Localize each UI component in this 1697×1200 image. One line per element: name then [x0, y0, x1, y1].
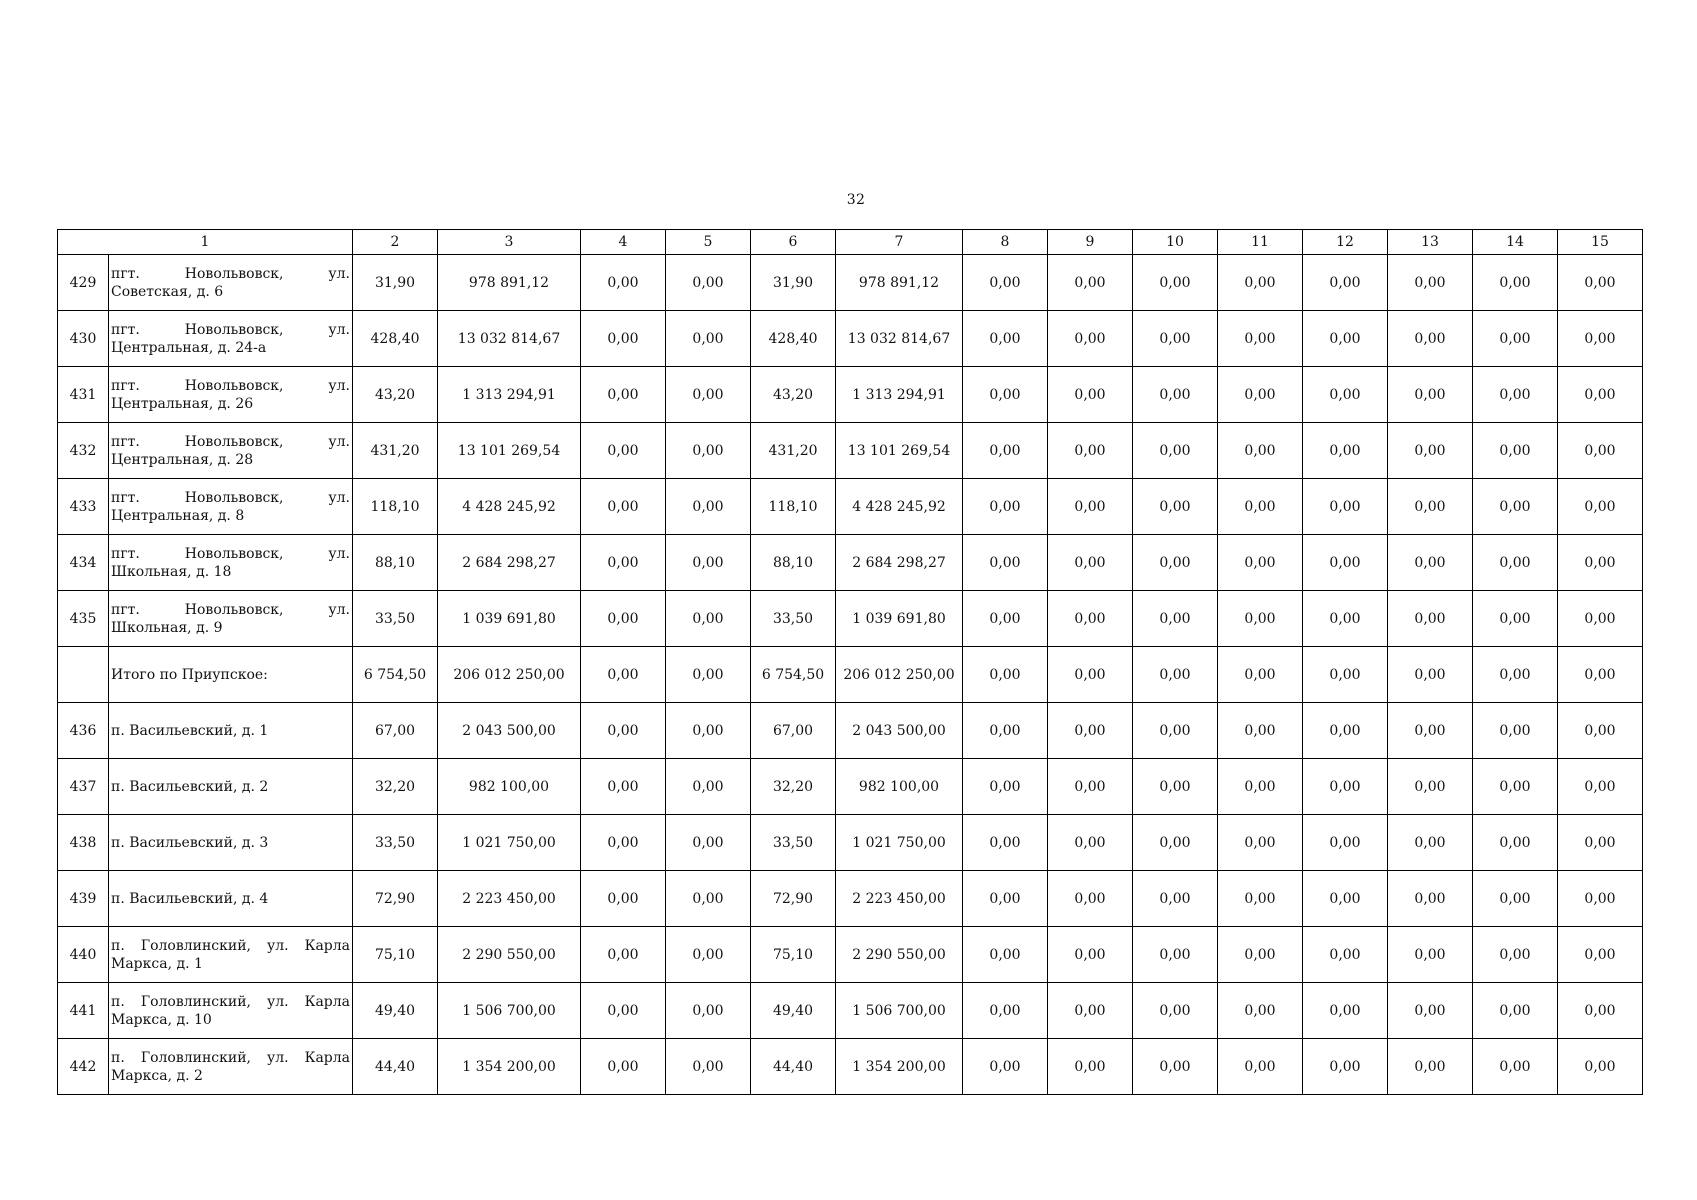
- total-label: Итого по Приупское:: [109, 647, 353, 703]
- value-cell: 0,00: [1388, 1039, 1473, 1095]
- value-cell: 4 428 245,92: [438, 479, 581, 535]
- value-cell: 0,00: [1133, 311, 1218, 367]
- column-header: 9: [1048, 230, 1133, 255]
- value-cell: 0,00: [1218, 927, 1303, 983]
- value-cell: 0,00: [963, 871, 1048, 927]
- address-cell: пгт. Новольвовск, ул. Школьная, д. 9: [109, 591, 353, 647]
- value-cell: 0,00: [581, 479, 666, 535]
- value-cell: 0,00: [1133, 647, 1218, 703]
- value-cell: 2 684 298,27: [836, 535, 963, 591]
- table-row: [58, 703, 1643, 759]
- value-cell: 0,00: [963, 255, 1048, 311]
- value-cell: 0,00: [1303, 367, 1388, 423]
- value-cell: 43,20: [751, 367, 836, 423]
- value-cell: 0,00: [1303, 815, 1388, 871]
- value-cell: 0,00: [1218, 535, 1303, 591]
- value-cell: 0,00: [1048, 871, 1133, 927]
- value-cell: 88,10: [353, 535, 438, 591]
- value-cell: 0,00: [963, 927, 1048, 983]
- value-cell: 0,00: [666, 815, 751, 871]
- value-cell: 0,00: [666, 591, 751, 647]
- value-cell: 0,00: [1303, 759, 1388, 815]
- value-cell: 0,00: [1048, 703, 1133, 759]
- value-cell: 0,00: [1558, 423, 1643, 479]
- column-header: 6: [751, 230, 836, 255]
- value-cell: 0,00: [963, 703, 1048, 759]
- row-number: 430: [58, 311, 109, 367]
- value-cell: 0,00: [1048, 255, 1133, 311]
- column-header: 1: [58, 230, 353, 255]
- register-table: [57, 229, 1643, 1095]
- value-cell: 0,00: [581, 983, 666, 1039]
- column-number-row: [58, 230, 1643, 255]
- value-cell: 0,00: [963, 759, 1048, 815]
- value-cell: 0,00: [1218, 871, 1303, 927]
- value-cell: 0,00: [1048, 367, 1133, 423]
- row-number: 433: [58, 479, 109, 535]
- value-cell: 0,00: [1303, 1039, 1388, 1095]
- value-cell: 0,00: [1473, 255, 1558, 311]
- value-cell: 0,00: [1133, 759, 1218, 815]
- value-cell: 1 021 750,00: [438, 815, 581, 871]
- value-cell: 0,00: [1473, 367, 1558, 423]
- table-row: [58, 815, 1643, 871]
- row-number: 436: [58, 703, 109, 759]
- value-cell: 0,00: [581, 703, 666, 759]
- value-cell: 0,00: [666, 983, 751, 1039]
- value-cell: 0,00: [1473, 535, 1558, 591]
- column-header: 8: [963, 230, 1048, 255]
- value-cell: 0,00: [1133, 535, 1218, 591]
- value-cell: 0,00: [1133, 815, 1218, 871]
- column-header: 15: [1558, 230, 1643, 255]
- value-cell: 0,00: [666, 255, 751, 311]
- table-row: [58, 759, 1643, 815]
- value-cell: 0,00: [1133, 479, 1218, 535]
- value-cell: 0,00: [1473, 703, 1558, 759]
- address-cell: п. Васильевский, д. 4: [109, 871, 353, 927]
- address-cell: пгт. Новольвовск, ул. Центральная, д. 28: [109, 423, 353, 479]
- value-cell: 2 223 450,00: [438, 871, 581, 927]
- value-cell: 0,00: [1303, 927, 1388, 983]
- value-cell: 0,00: [1558, 1039, 1643, 1095]
- value-cell: 0,00: [1048, 423, 1133, 479]
- table-row: [58, 535, 1643, 591]
- value-cell: 0,00: [581, 423, 666, 479]
- row-number: 439: [58, 871, 109, 927]
- value-cell: 0,00: [1388, 927, 1473, 983]
- value-cell: 0,00: [1388, 423, 1473, 479]
- value-cell: 0,00: [963, 647, 1048, 703]
- value-cell: 0,00: [666, 479, 751, 535]
- column-header: 4: [581, 230, 666, 255]
- value-cell: 0,00: [581, 255, 666, 311]
- value-cell: 49,40: [751, 983, 836, 1039]
- value-cell: 44,40: [353, 1039, 438, 1095]
- value-cell: 0,00: [581, 535, 666, 591]
- row-number: 434: [58, 535, 109, 591]
- value-cell: 431,20: [751, 423, 836, 479]
- address-cell: п. Головлинский, ул. Карла Маркса, д. 1: [109, 927, 353, 983]
- value-cell: 0,00: [1558, 983, 1643, 1039]
- address-cell: п. Васильевский, д. 2: [109, 759, 353, 815]
- row-number: 429: [58, 255, 109, 311]
- value-cell: 88,10: [751, 535, 836, 591]
- value-cell: 33,50: [751, 815, 836, 871]
- value-cell: 0,00: [963, 311, 1048, 367]
- table-row: [58, 367, 1643, 423]
- value-cell: 0,00: [1303, 479, 1388, 535]
- value-cell: 0,00: [666, 871, 751, 927]
- value-cell: 2 223 450,00: [836, 871, 963, 927]
- value-cell: 75,10: [353, 927, 438, 983]
- row-number: 431: [58, 367, 109, 423]
- value-cell: 0,00: [963, 983, 1048, 1039]
- value-cell: 428,40: [353, 311, 438, 367]
- table-row: [58, 1039, 1643, 1095]
- value-cell: 0,00: [1388, 759, 1473, 815]
- value-cell: 118,10: [353, 479, 438, 535]
- value-cell: 0,00: [1473, 983, 1558, 1039]
- value-cell: 0,00: [963, 1039, 1048, 1095]
- value-cell: 1 021 750,00: [836, 815, 963, 871]
- column-header: 5: [666, 230, 751, 255]
- value-cell: 0,00: [1218, 1039, 1303, 1095]
- value-cell: 0,00: [666, 759, 751, 815]
- value-cell: 13 101 269,54: [438, 423, 581, 479]
- value-cell: 0,00: [581, 871, 666, 927]
- table-row: [58, 311, 1643, 367]
- value-cell: 0,00: [581, 647, 666, 703]
- value-cell: 0,00: [1133, 367, 1218, 423]
- value-cell: 0,00: [1388, 703, 1473, 759]
- value-cell: 0,00: [666, 927, 751, 983]
- value-cell: 982 100,00: [836, 759, 963, 815]
- value-cell: 1 313 294,91: [438, 367, 581, 423]
- value-cell: 0,00: [1388, 367, 1473, 423]
- row-number: 442: [58, 1039, 109, 1095]
- value-cell: 33,50: [353, 815, 438, 871]
- value-cell: 0,00: [581, 759, 666, 815]
- value-cell: 0,00: [1558, 591, 1643, 647]
- value-cell: 0,00: [1388, 983, 1473, 1039]
- value-cell: 0,00: [1048, 479, 1133, 535]
- value-cell: 6 754,50: [751, 647, 836, 703]
- value-cell: 0,00: [1218, 591, 1303, 647]
- address-cell: пгт. Новольвовск, ул. Школьная, д. 18: [109, 535, 353, 591]
- value-cell: 0,00: [581, 591, 666, 647]
- value-cell: 43,20: [353, 367, 438, 423]
- value-cell: 0,00: [1388, 871, 1473, 927]
- address-cell: п. Головлинский, ул. Карла Маркса, д. 10: [109, 983, 353, 1039]
- address-cell: пгт. Новольвовск, ул. Центральная, д. 8: [109, 479, 353, 535]
- value-cell: 0,00: [1558, 479, 1643, 535]
- value-cell: 978 891,12: [438, 255, 581, 311]
- table-row: [58, 927, 1643, 983]
- value-cell: 0,00: [1048, 927, 1133, 983]
- table-body: [58, 255, 1643, 1095]
- row-number: 438: [58, 815, 109, 871]
- value-cell: 0,00: [1133, 255, 1218, 311]
- value-cell: 206 012 250,00: [438, 647, 581, 703]
- value-cell: 1 313 294,91: [836, 367, 963, 423]
- value-cell: 2 290 550,00: [438, 927, 581, 983]
- value-cell: 0,00: [1133, 927, 1218, 983]
- value-cell: 0,00: [1218, 423, 1303, 479]
- value-cell: 0,00: [1048, 535, 1133, 591]
- value-cell: 0,00: [1048, 759, 1133, 815]
- value-cell: 0,00: [1048, 815, 1133, 871]
- value-cell: 33,50: [353, 591, 438, 647]
- value-cell: 0,00: [1473, 1039, 1558, 1095]
- value-cell: 0,00: [1048, 591, 1133, 647]
- value-cell: 32,20: [353, 759, 438, 815]
- value-cell: 0,00: [1133, 591, 1218, 647]
- value-cell: 0,00: [1388, 591, 1473, 647]
- value-cell: 0,00: [1133, 871, 1218, 927]
- value-cell: 206 012 250,00: [836, 647, 963, 703]
- value-cell: 2 043 500,00: [836, 703, 963, 759]
- value-cell: 0,00: [1558, 311, 1643, 367]
- value-cell: 75,10: [751, 927, 836, 983]
- value-cell: 72,90: [751, 871, 836, 927]
- value-cell: 1 039 691,80: [438, 591, 581, 647]
- value-cell: 0,00: [1558, 703, 1643, 759]
- value-cell: 0,00: [666, 423, 751, 479]
- address-cell: пгт. Новольвовск, ул. Центральная, д. 26: [109, 367, 353, 423]
- value-cell: 67,00: [353, 703, 438, 759]
- value-cell: 0,00: [1218, 255, 1303, 311]
- row-number: 432: [58, 423, 109, 479]
- value-cell: 0,00: [581, 815, 666, 871]
- page-number: 32: [846, 192, 866, 208]
- value-cell: 0,00: [1388, 311, 1473, 367]
- value-cell: 428,40: [751, 311, 836, 367]
- value-cell: 1 506 700,00: [438, 983, 581, 1039]
- value-cell: 0,00: [1558, 759, 1643, 815]
- value-cell: 0,00: [1303, 423, 1388, 479]
- value-cell: 0,00: [1473, 815, 1558, 871]
- value-cell: 0,00: [666, 535, 751, 591]
- value-cell: 44,40: [751, 1039, 836, 1095]
- value-cell: 0,00: [1218, 983, 1303, 1039]
- row-number: 440: [58, 927, 109, 983]
- value-cell: 0,00: [1048, 983, 1133, 1039]
- value-cell: 0,00: [1048, 1039, 1133, 1095]
- value-cell: 49,40: [353, 983, 438, 1039]
- value-cell: 4 428 245,92: [836, 479, 963, 535]
- value-cell: 0,00: [1048, 311, 1133, 367]
- value-cell: 0,00: [1303, 591, 1388, 647]
- value-cell: 1 354 200,00: [836, 1039, 963, 1095]
- value-cell: 0,00: [1303, 703, 1388, 759]
- value-cell: 0,00: [1473, 479, 1558, 535]
- value-cell: 0,00: [1473, 871, 1558, 927]
- value-cell: 0,00: [963, 591, 1048, 647]
- value-cell: 0,00: [1558, 255, 1643, 311]
- value-cell: 0,00: [963, 367, 1048, 423]
- table-row: [58, 983, 1643, 1039]
- column-header: 12: [1303, 230, 1388, 255]
- value-cell: 0,00: [1048, 647, 1133, 703]
- value-cell: 0,00: [1558, 871, 1643, 927]
- value-cell: 0,00: [1388, 647, 1473, 703]
- value-cell: 2 043 500,00: [438, 703, 581, 759]
- value-cell: 1 354 200,00: [438, 1039, 581, 1095]
- row-number: 435: [58, 591, 109, 647]
- column-header: 13: [1388, 230, 1473, 255]
- row-number: [58, 647, 109, 703]
- table-row: [58, 255, 1643, 311]
- value-cell: 1 039 691,80: [836, 591, 963, 647]
- value-cell: 0,00: [581, 927, 666, 983]
- address-cell: пгт. Новольвовск, ул. Советская, д. 6: [109, 255, 353, 311]
- value-cell: 0,00: [963, 815, 1048, 871]
- value-cell: 0,00: [1473, 423, 1558, 479]
- value-cell: 0,00: [1303, 535, 1388, 591]
- value-cell: 33,50: [751, 591, 836, 647]
- value-cell: 0,00: [1388, 255, 1473, 311]
- value-cell: 6 754,50: [353, 647, 438, 703]
- value-cell: 0,00: [1218, 703, 1303, 759]
- table-row: [58, 871, 1643, 927]
- value-cell: 0,00: [666, 367, 751, 423]
- row-number: 441: [58, 983, 109, 1039]
- value-cell: 0,00: [1473, 927, 1558, 983]
- value-cell: 0,00: [1473, 759, 1558, 815]
- value-cell: 0,00: [1303, 983, 1388, 1039]
- value-cell: 0,00: [1218, 647, 1303, 703]
- column-header: 10: [1133, 230, 1218, 255]
- value-cell: 978 891,12: [836, 255, 963, 311]
- value-cell: 0,00: [666, 647, 751, 703]
- value-cell: 0,00: [1303, 871, 1388, 927]
- value-cell: 0,00: [1473, 647, 1558, 703]
- value-cell: 2 684 298,27: [438, 535, 581, 591]
- value-cell: 0,00: [581, 1039, 666, 1095]
- value-cell: 0,00: [581, 367, 666, 423]
- value-cell: 0,00: [1388, 479, 1473, 535]
- column-header: 3: [438, 230, 581, 255]
- address-cell: п. Васильевский, д. 3: [109, 815, 353, 871]
- value-cell: 32,20: [751, 759, 836, 815]
- value-cell: 0,00: [1558, 927, 1643, 983]
- value-cell: 13 032 814,67: [438, 311, 581, 367]
- value-cell: 0,00: [1218, 367, 1303, 423]
- value-cell: 0,00: [1388, 535, 1473, 591]
- value-cell: 431,20: [353, 423, 438, 479]
- value-cell: 118,10: [751, 479, 836, 535]
- value-cell: 31,90: [751, 255, 836, 311]
- value-cell: 0,00: [1133, 983, 1218, 1039]
- value-cell: 0,00: [1473, 311, 1558, 367]
- total-row: [58, 647, 1643, 703]
- value-cell: 0,00: [1388, 815, 1473, 871]
- table-row: [58, 423, 1643, 479]
- column-header: 11: [1218, 230, 1303, 255]
- address-cell: п. Головлинский, ул. Карла Маркса, д. 2: [109, 1039, 353, 1095]
- value-cell: 13 101 269,54: [836, 423, 963, 479]
- value-cell: 0,00: [1218, 815, 1303, 871]
- value-cell: 982 100,00: [438, 759, 581, 815]
- value-cell: 0,00: [1218, 311, 1303, 367]
- address-cell: пгт. Новольвовск, ул. Центральная, д. 24-а: [109, 311, 353, 367]
- value-cell: 2 290 550,00: [836, 927, 963, 983]
- value-cell: 0,00: [1558, 535, 1643, 591]
- value-cell: 72,90: [353, 871, 438, 927]
- value-cell: 0,00: [1558, 815, 1643, 871]
- value-cell: 0,00: [1218, 759, 1303, 815]
- value-cell: 0,00: [963, 423, 1048, 479]
- value-cell: 0,00: [1473, 591, 1558, 647]
- value-cell: 0,00: [1133, 423, 1218, 479]
- value-cell: 1 506 700,00: [836, 983, 963, 1039]
- value-cell: 0,00: [1303, 647, 1388, 703]
- value-cell: 67,00: [751, 703, 836, 759]
- value-cell: 0,00: [581, 311, 666, 367]
- address-cell: п. Васильевский, д. 1: [109, 703, 353, 759]
- value-cell: 0,00: [666, 311, 751, 367]
- value-cell: 0,00: [1133, 1039, 1218, 1095]
- value-cell: 0,00: [1303, 255, 1388, 311]
- value-cell: 0,00: [1218, 479, 1303, 535]
- value-cell: 0,00: [1558, 647, 1643, 703]
- row-number: 437: [58, 759, 109, 815]
- column-header: 7: [836, 230, 963, 255]
- value-cell: 0,00: [666, 1039, 751, 1095]
- value-cell: 0,00: [1303, 311, 1388, 367]
- table-row: [58, 479, 1643, 535]
- column-header: 14: [1473, 230, 1558, 255]
- column-header: 2: [353, 230, 438, 255]
- value-cell: 0,00: [1133, 703, 1218, 759]
- value-cell: 0,00: [666, 703, 751, 759]
- value-cell: 0,00: [963, 479, 1048, 535]
- value-cell: 13 032 814,67: [836, 311, 963, 367]
- value-cell: 31,90: [353, 255, 438, 311]
- table-row: [58, 591, 1643, 647]
- value-cell: 0,00: [963, 535, 1048, 591]
- value-cell: 0,00: [1558, 367, 1643, 423]
